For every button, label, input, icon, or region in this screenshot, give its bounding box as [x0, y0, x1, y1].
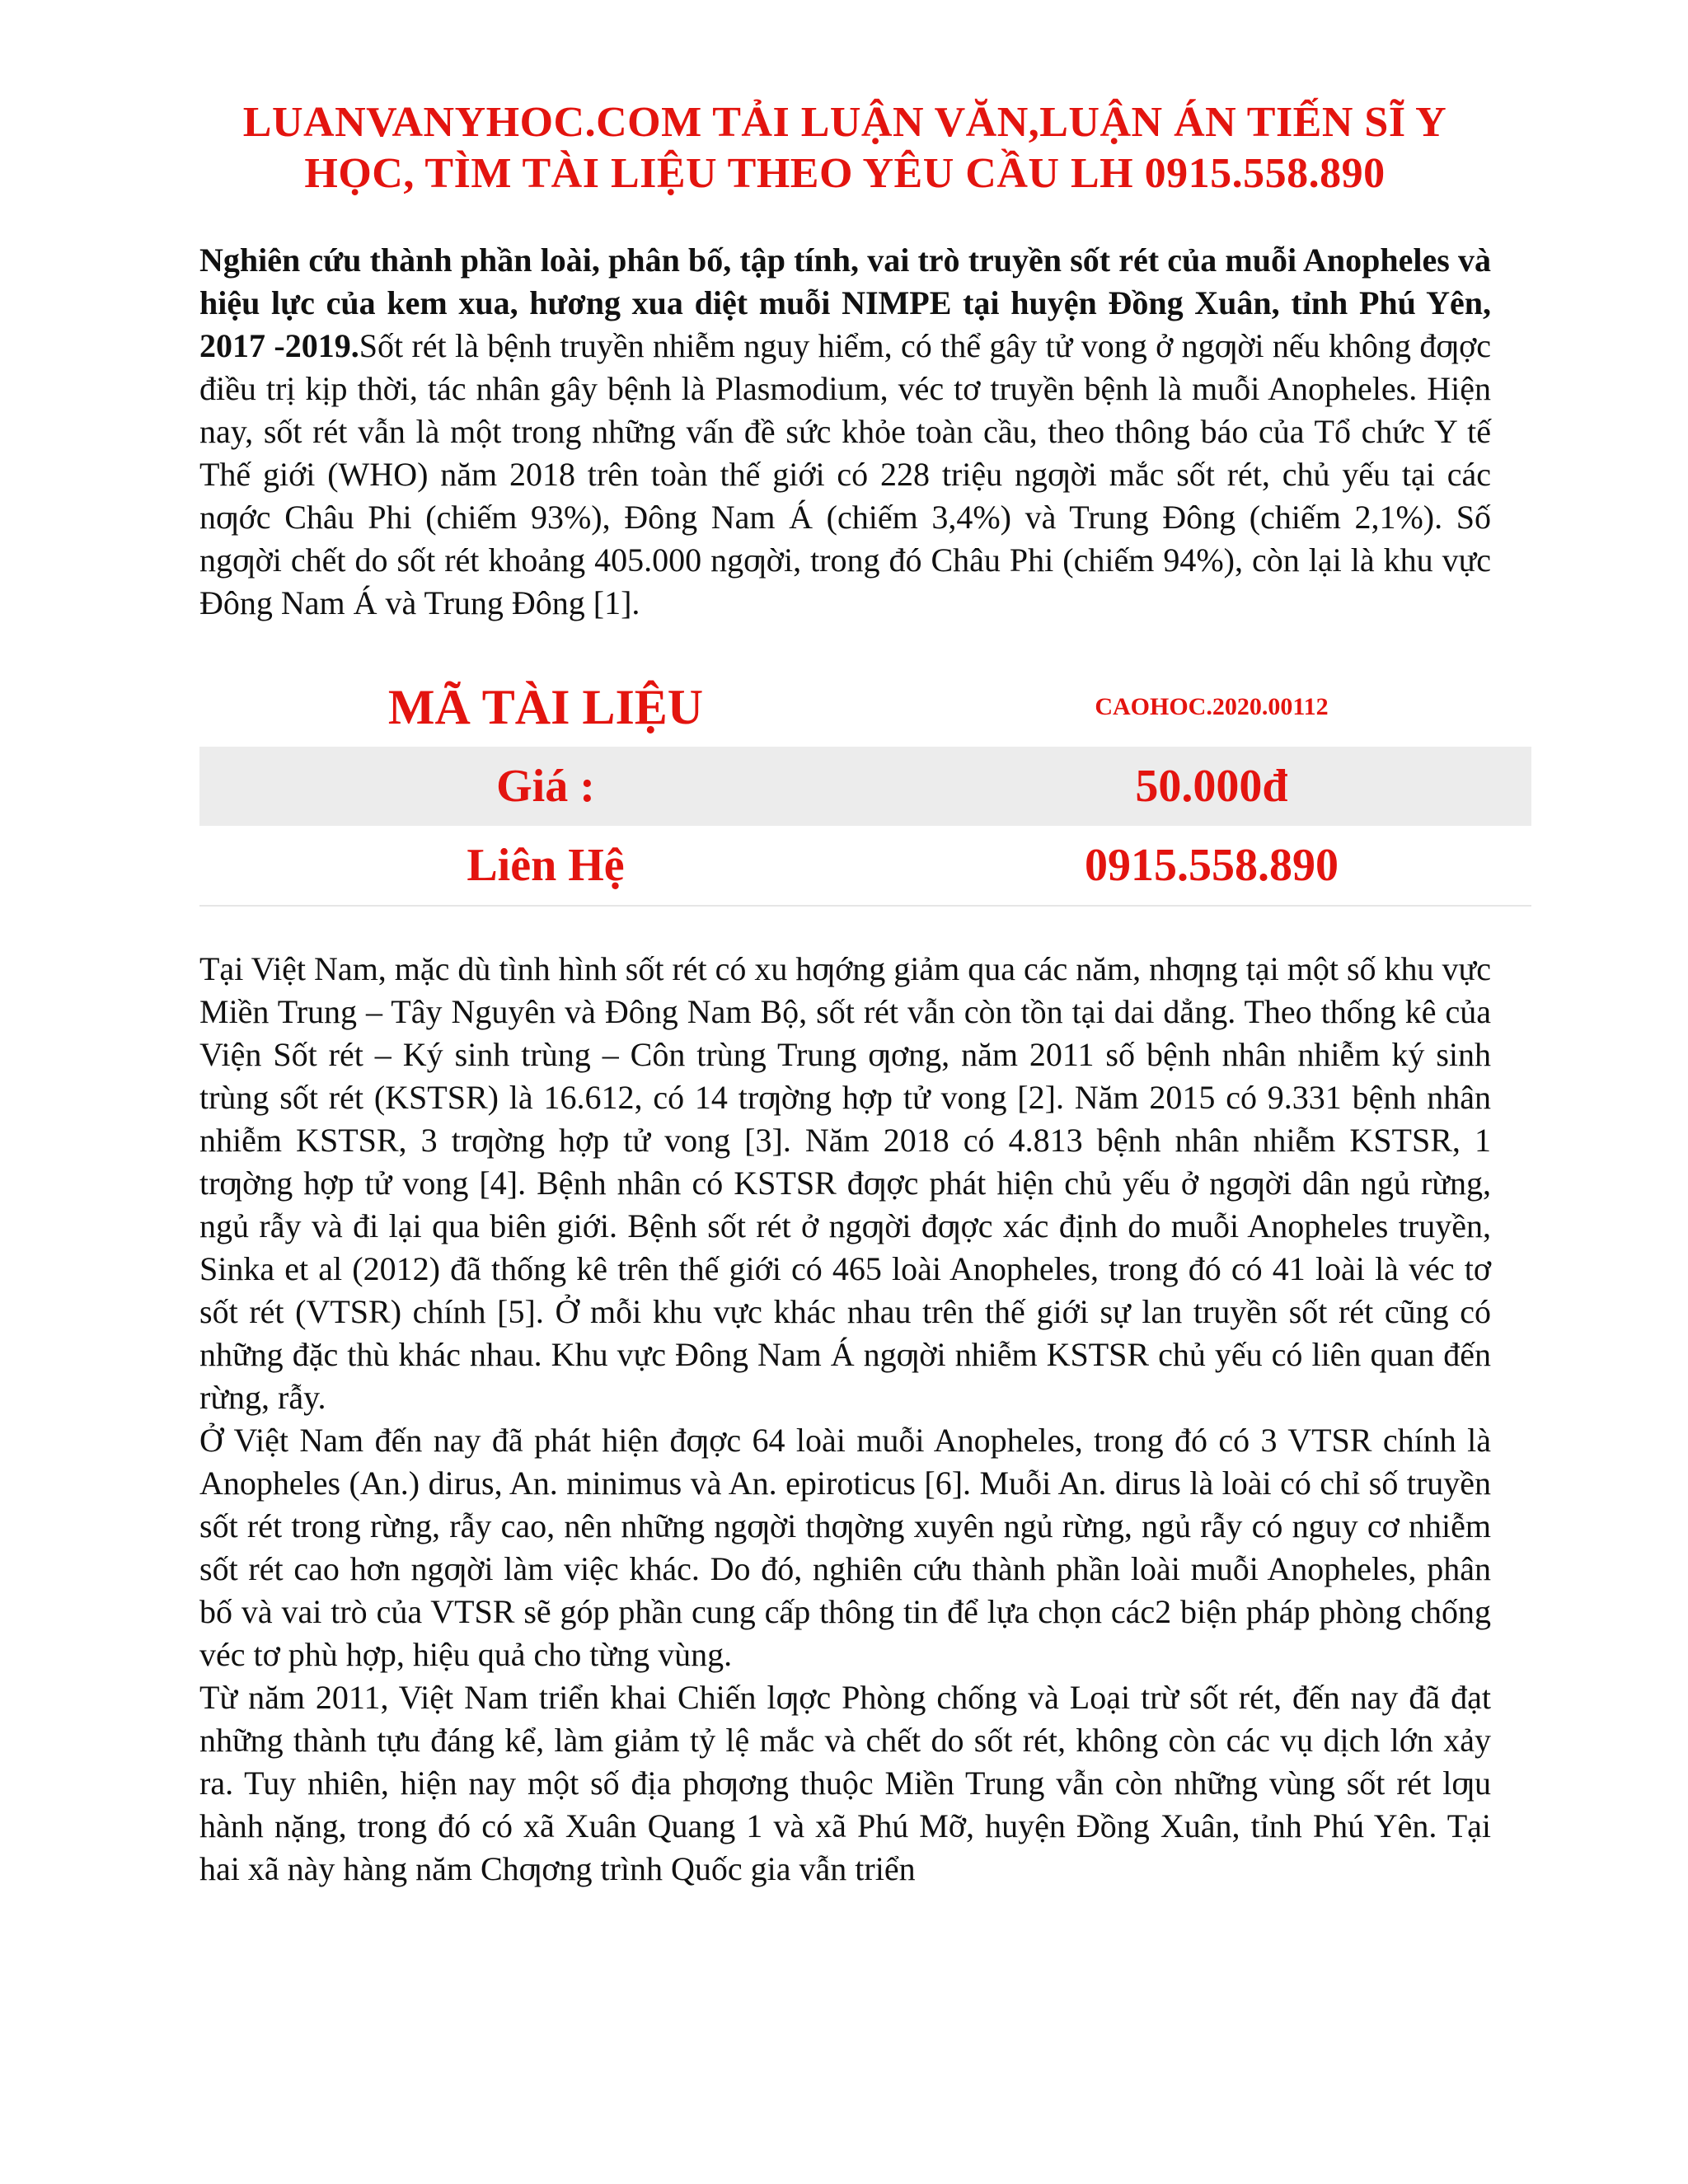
code-value: CAOHOC.2020.00112 [1095, 693, 1329, 720]
intro-text: Sốt rét là bệnh truyền nhiễm nguy hiểm, có thể gây tử vong ở ngƣời nếu không đƣợc điều trị kịp thời, tác nhân gây bệnh là Plasmodium, véc tơ truyền bệnh là muỗi Anopheles. Hiện nay, sốt rét vẫn là một trong những vấn đề sức khỏe toàn cầu, theo thông báo của Tổ chức Y tế Thế giới (WHO) năm 2018 trên toàn thế giới có 228 triệu ngƣời mắc sốt rét, chủ yếu tại các nƣớc Châu Phi (chiếm 93%), Đông Nam Á (chiếm 3,4%) và Trung Đông (chiếm 2,1%). Số ngƣời chết do sốt rét khoảng 405.000 ngƣời, trong đó Châu Phi (chiếm 94%), còn lại là khu vực Đông Nam Á và Trung Đông [1]. [199, 327, 1491, 621]
body-paragraph-1: Tại Việt Nam, mặc dù tình hình sốt rét có xu hƣớng giảm qua các năm, nhƣng tại một số khu vực Miền Trung – Tây Nguyên và Đông Nam Bộ, sốt rét vẫn còn tồn tại dai dẳng. Theo thống kê của Viện Sốt rét – Ký sinh trùng – Côn trùng Trung ƣơng, năm 2011 số bệnh nhân nhiễm ký sinh trùng sốt rét (KSTSR) là 16.612, có 14 trƣờng hợp tử vong [2]. Năm 2015 có 9.331 bệnh nhân nhiễm KSTSR, 3 trƣờng hợp tử vong [3]. Năm 2018 có 4.813 bệnh nhân nhiễm KSTSR, 1 trƣờng hợp tử vong [4]. Bệnh nhân có KSTSR đƣợc phát hiện chủ yếu ở ngƣời dân ngủ rừng, ngủ rẫy và đi lại qua biên giới. Bệnh sốt rét ở ngƣời đƣợc xác định do muỗi Anopheles truyền, Sinka et al (2012) đã thống kê trên thế giới có 465 loài Anopheles, trong đó có 41 loài là véc tơ sốt rét (VTSR) chính [5]. Ở mỗi khu vực khác nhau trên thế giới sự lan truyền sốt rét cũng có những đặc thù khác nhau. Khu vực Đông Nam Á ngƣời nhiễm KSTSR chủ yếu có liên quan đến rừng, rẫy. [199, 950, 1491, 1416]
contact-label: Liên Hệ [467, 840, 625, 891]
thesis-title: Nghiên cứu thành phần loài, phân bố, tập tính, vai trò truyền sốt rét của muỗi Anopheles và hiệu lực của kem xua, hương xua diệt muỗi NIMPE tại huyện Đồng Xuân, tỉnh Phú Yên, 2017 -2019. [199, 241, 1491, 364]
price-value: 50.000đ [1135, 761, 1288, 812]
banner-line-1: LUANVANYHOC.COM TẢI LUẬN VĂN,LUẬN ÁN TIẾN SĨ Y [242, 99, 1447, 146]
main-body [199, 948, 1491, 1891]
info-row-contact [199, 826, 1531, 907]
intro-paragraph [199, 239, 1491, 625]
price-label: Giá : [496, 761, 595, 812]
body-paragraph-3: Từ năm 2011, Việt Nam triển khai Chiến lƣợc Phòng chống và Loại trừ sốt rét, đến nay đã đạt những thành tựu đáng kể, làm giảm tỷ lệ mắc và chết do sốt rét, không còn các vụ dịch lớn xảy ra. Tuy nhiên, hiện nay một số địa phƣơng thuộc Miền Trung vẫn còn những vùng sốt rét lƣu hành nặng, trong đó có xã Xuân Quang 1 và xã Phú Mỡ, huyện Đồng Xuân, tỉnh Phú Yên. Tại hai xã này hàng năm Chƣơng trình Quốc gia vẫn triển [199, 1679, 1491, 1887]
site-banner [157, 97, 1533, 199]
info-row-code [199, 668, 1531, 747]
code-label: MÃ TÀI LIỆU [387, 680, 704, 734]
contact-value: 0915.558.890 [1085, 840, 1339, 891]
banner-line-2: HỌC, TÌM TÀI LIỆU THEO YÊU CẦU LH 0915.558.890 [304, 150, 1386, 197]
body-paragraph-2: Ở Việt Nam đến nay đã phát hiện đƣợc 64 loài muỗi Anopheles, trong đó có 3 VTSR chính là Anopheles (An.) dirus, An. minimus và An. epiroticus [6]. Muỗi An. dirus là loài có chỉ số truyền sốt rét trong rừng, rẫy cao, nên những ngƣời thƣờng xuyên ngủ rừng, ngủ rẫy có nguy cơ nhiễm sốt rét cao hơn ngƣời làm việc khác. Do đó, nghiên cứu thành phần loài muỗi Anopheles, phân bố và vai trò của VTSR sẽ góp phần cung cấp thông tin để lựa chọn các2 biện pháp phòng chống véc tơ phù hợp, hiệu quả cho từng vùng. [199, 1422, 1491, 1673]
info-row-price [199, 747, 1531, 826]
